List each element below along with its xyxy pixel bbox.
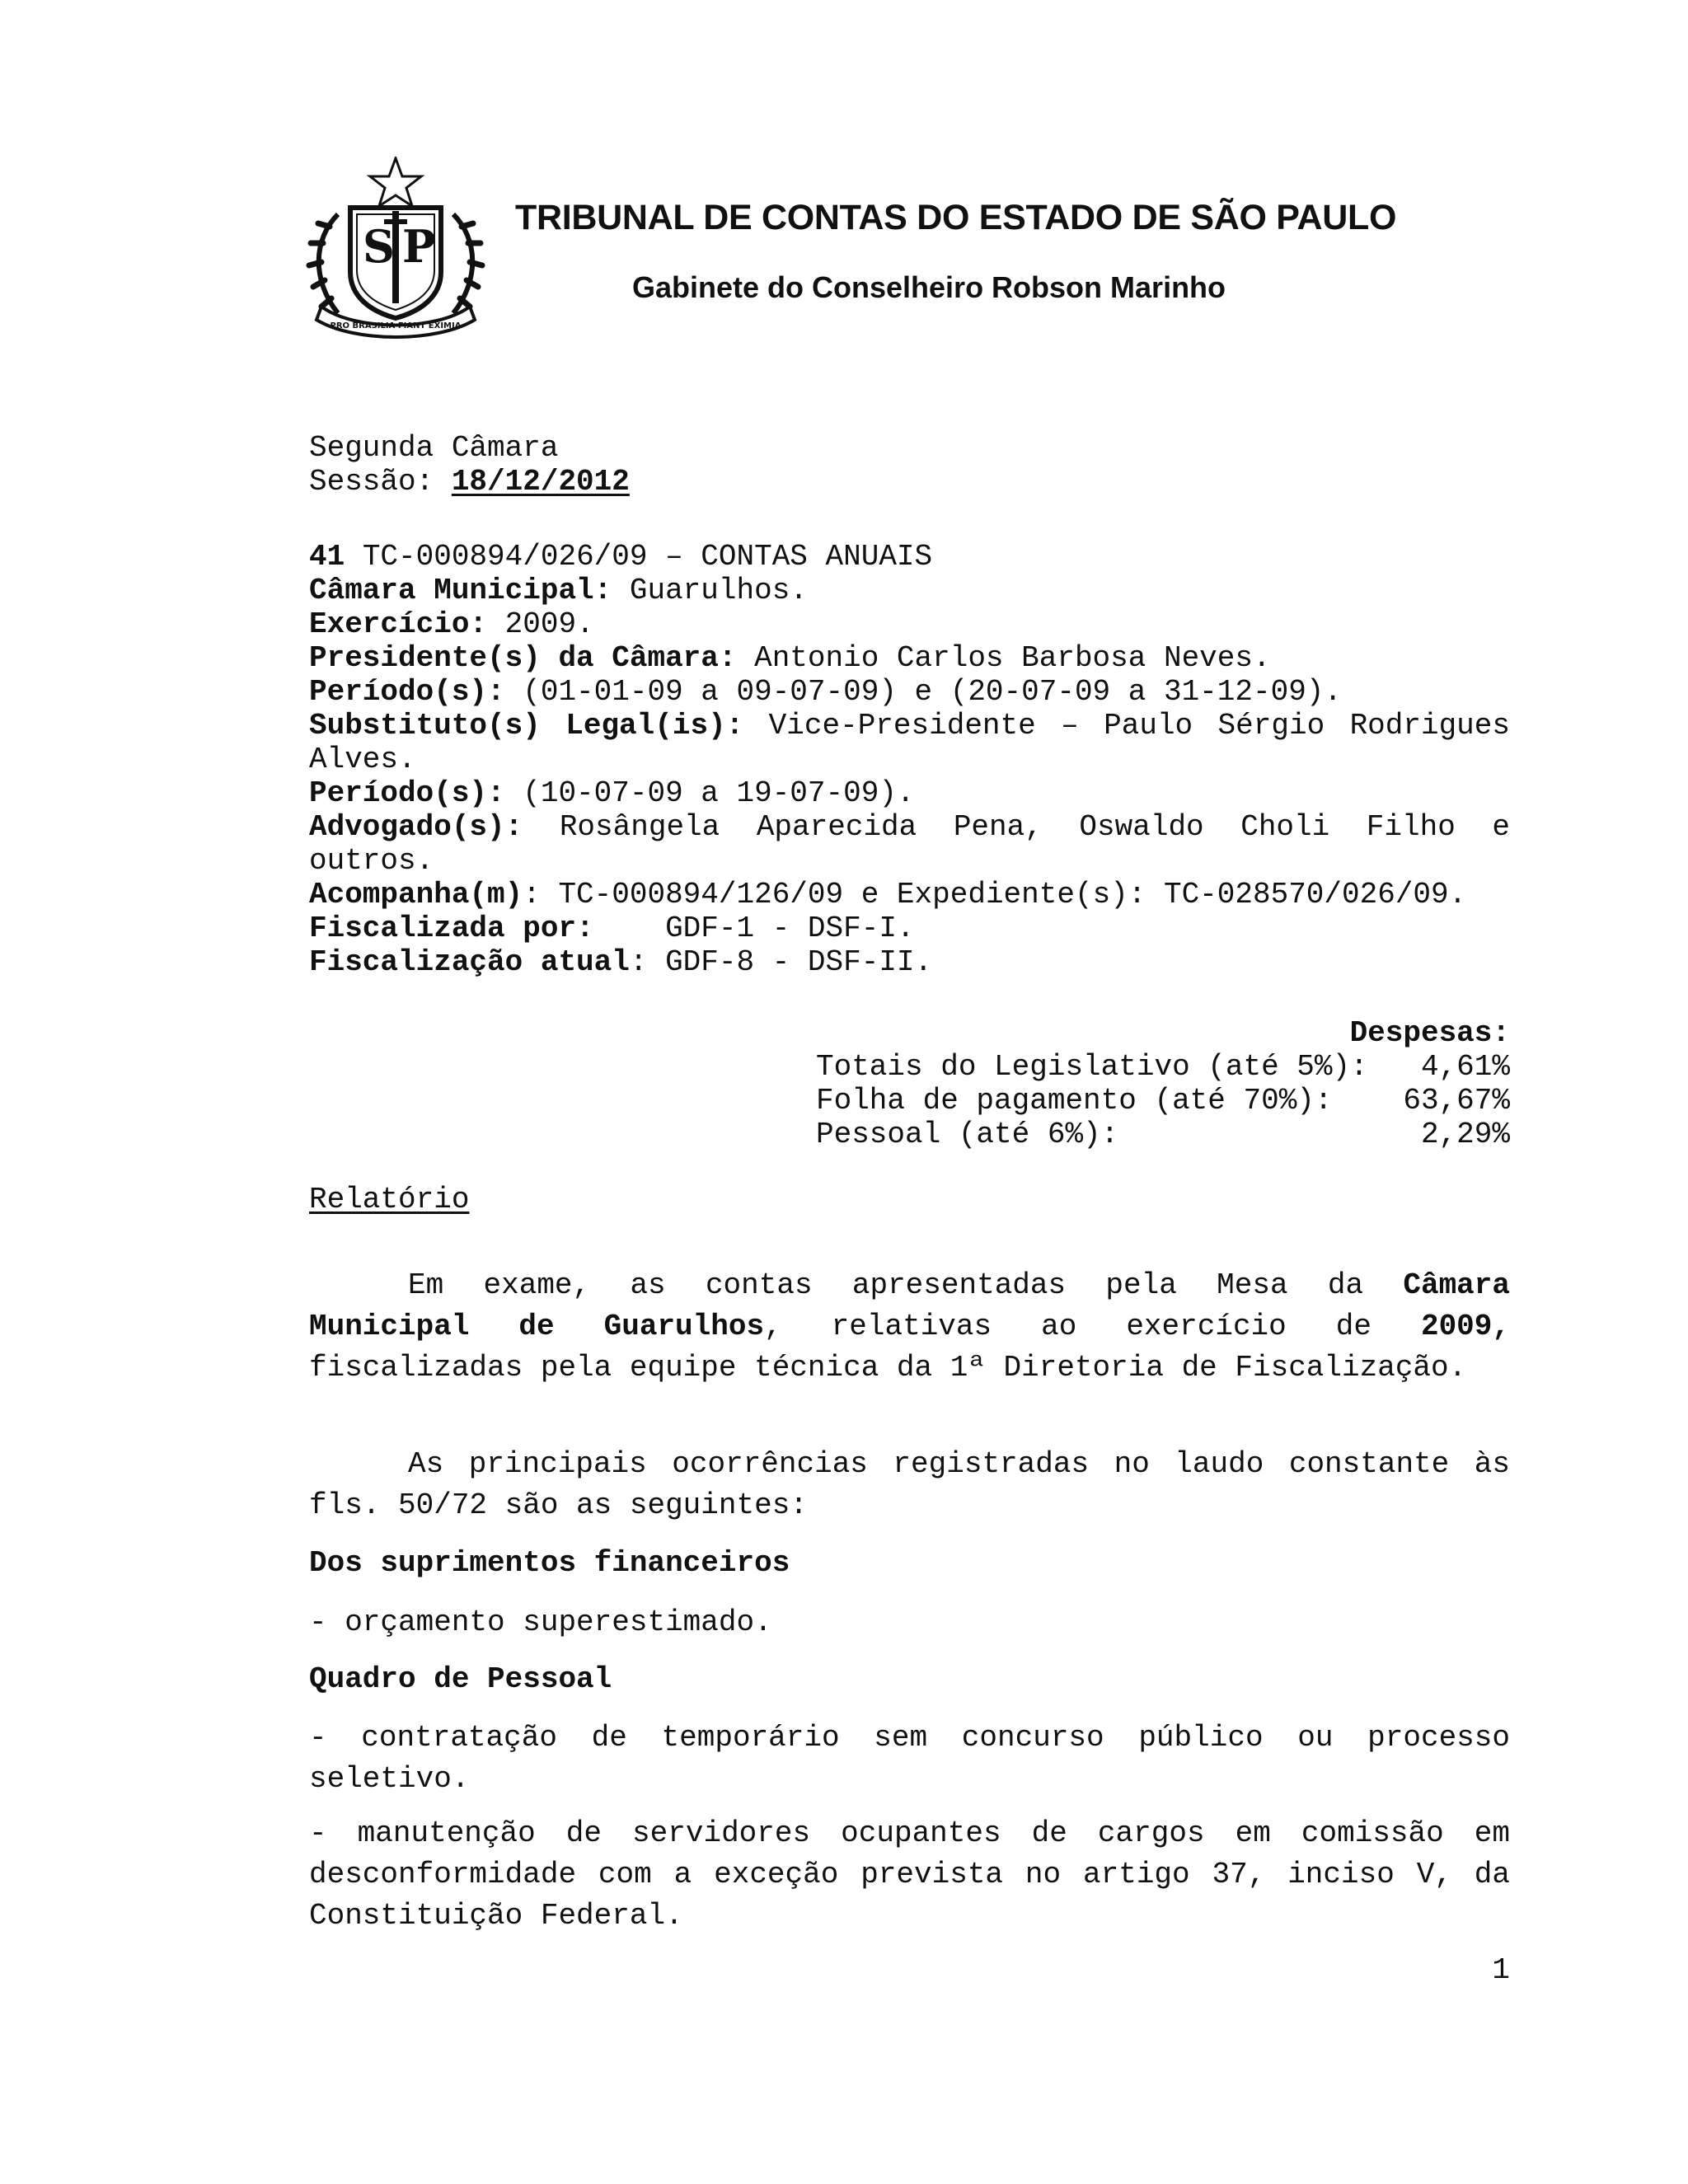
tribunal-title: TRIBUNAL DE CONTAS DO ESTADO DE SÃO PAULO [515,198,1397,237]
suprimentos-item: - orçamento superestimado. [309,1605,772,1639]
page-number: 1 [1492,1953,1510,1987]
quadro-pessoal-item-1: - contratação de temporário sem concurso público ou processo seletivo. [309,1721,1510,1796]
suprimentos-heading: Dos suprimentos financeiros [309,1546,790,1580]
substituto-value: Vice-Presidente – Paulo Sérgio Rodrigues [743,709,1510,743]
section-suprimentos [309,1543,1510,1584]
despesa-value: 4,61% [1420,1050,1510,1084]
advogado-label: Advogado(s): [309,810,523,844]
despesas-block [816,1016,1510,1151]
camara-value: Guarulhos. [612,574,808,607]
gabinete-subtitle: Gabinete do Conselheiro Robson Marinho [632,270,1226,304]
despesa-value: 63,67% [1403,1084,1510,1118]
section-quadro-pessoal [309,1659,1510,1700]
periodo2-line [309,776,1510,810]
periodo1-line [309,675,1510,709]
substituto-line [309,709,1510,743]
chamber-name: Segunda Câmara [309,431,559,465]
exercicio-line [309,607,1510,641]
presidente-value: Antonio Carlos Barbosa Neves. [736,641,1271,675]
quadro-pessoal-heading: Quadro de Pessoal [309,1662,612,1696]
camara-line [309,574,1510,607]
svg-text:PRO BRASILIA FIANT EXIMIA: PRO BRASILIA FIANT EXIMIA [330,321,462,330]
despesa-label: Pessoal (até 6%): [816,1118,1119,1151]
session-date: 18/12/2012 [451,465,630,499]
p1-text-e: fiscalizadas pela equipe técnica da 1ª Diretoria de Fiscalização. [309,1351,1467,1385]
sao-paulo-coat-of-arms-seal [305,157,486,340]
relatorio-section [309,1183,1510,1216]
session-line [309,465,1510,499]
despesa-row [816,1050,1510,1084]
case-number-line [309,540,1510,574]
despesa-value: 2,29% [1420,1118,1510,1151]
exercicio-label: Exercício: [309,607,488,641]
relatorio-paragraph-2: As principais ocorrências registradas no laudo constante às fls. 50/72 são as seguintes: [309,1447,1510,1522]
session-block [309,431,1510,499]
case-details [309,540,1510,979]
fiscalizada-label: Fiscalizada por: [309,912,594,945]
periodo1-label: Período(s): [309,675,505,709]
periodo2-label: Período(s): [309,776,505,810]
despesa-row [816,1118,1510,1151]
camara-label: Câmara Municipal: [309,574,612,607]
acompanha-line [309,878,1510,912]
periodo2-value: (10-07-09 a 19-07-09). [504,776,915,810]
exercicio-value: 2009. [487,607,594,641]
periodo1-value: (01-01-09 a 09-07-09) e (20-07-09 a 31-12-09). [504,675,1343,709]
advogado-value: Rosângela Aparecida Pena, Oswaldo Choli Filho e [523,810,1510,844]
despesa-label: Totais do Legislativo (até 5%): [816,1050,1368,1084]
fiscalizacao-label: Fiscalização atual [309,945,630,979]
advogado-line [309,810,1510,844]
despesa-label: Folha de pagamento (até 70%): [816,1084,1333,1118]
svg-text:P: P [402,220,436,273]
case-process: TC-000894/026/09 – CONTAS ANUAIS [345,540,933,574]
p1-text-a: Em exame, as contas apresentadas pela Mesa da [408,1268,1404,1302]
case-number: 41 [309,540,345,574]
p1-camara: Câmara Municipal de Guarulhos [309,1268,1510,1343]
acompanha-label: Acompanha(m) [309,878,523,912]
session-label: Sessão: [309,465,452,499]
p1-year: 2009, [1420,1310,1510,1343]
advogado-value-cont: outros. [309,844,434,878]
presidente-line [309,641,1510,675]
despesa-row [816,1084,1510,1118]
fiscalizacao-line [309,945,1510,979]
presidente-label: Presidente(s) da Câmara: [309,641,737,675]
fiscalizacao-value: : GDF-8 - DSF-II. [629,945,933,979]
relatorio-paragraph-1 [309,1265,1510,1389]
substituto-value-cont: Alves. [309,743,416,776]
p1-text-c: , relativas ao exercício de [764,1310,1421,1343]
relatorio-heading: Relatório [309,1183,470,1216]
acompanha-value: : TC-000894/126/09 e Expediente(s): TC-028570/026/09. [523,878,1467,912]
substituto-label: Substituto(s) Legal(is): [309,709,744,743]
fiscalizada-line [309,912,1510,945]
quadro-pessoal-item-2: - manutenção de servidores ocupantes de cargos em comissão em desconformidade com a exceção prevista no artigo 37, inciso V, da Constituição Federal. [309,1816,1510,1933]
despesas-title: Despesas: [1349,1016,1510,1050]
svg-text:S: S [363,220,395,273]
fiscalizada-value: GDF-1 - DSF-I. [593,912,915,945]
